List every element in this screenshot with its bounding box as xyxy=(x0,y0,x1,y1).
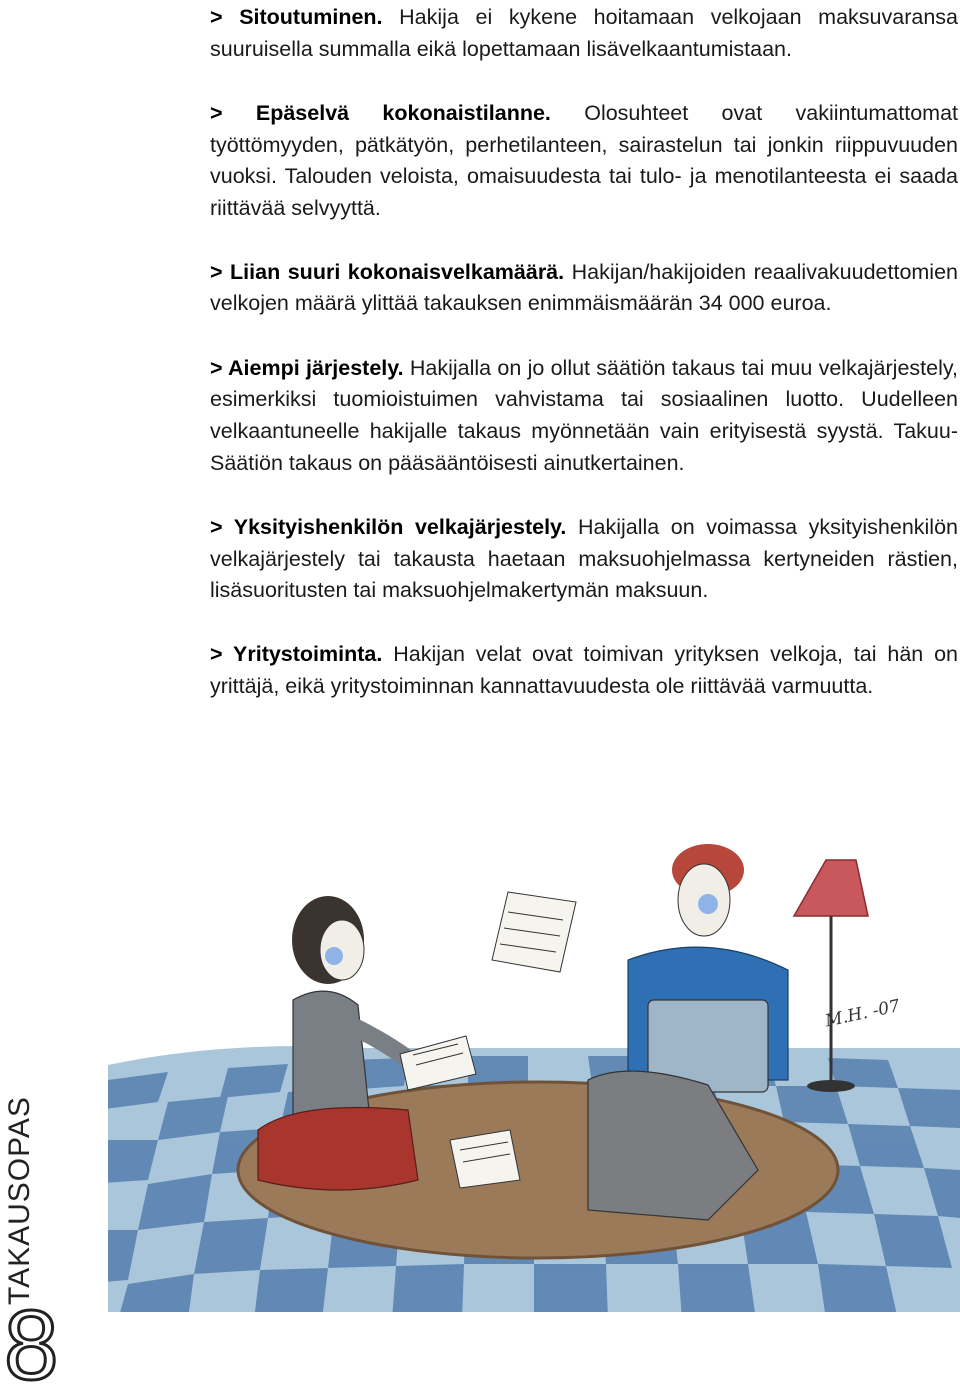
side-label: TAKAUSOPAS xyxy=(3,1096,36,1305)
paragraph-heading: > Yritystoiminta. xyxy=(210,641,383,666)
paragraph-heading: > Sitoutuminen. xyxy=(210,5,383,29)
right-person xyxy=(450,844,788,1220)
paragraph-yritystoiminta xyxy=(210,639,958,702)
paragraph-sitoutuminen xyxy=(210,2,958,65)
paragraph-body: Hakija ei kykene hoitamaan velkojaan maksuvaransa suuruisella summalla eikä lopettamaan lisävelkaantumistaan. xyxy=(210,5,958,61)
signature: M.H. -07 xyxy=(823,996,902,1032)
main-text xyxy=(210,0,958,702)
paragraph-yksityishenkilo xyxy=(210,512,958,607)
paragraph-epaselva xyxy=(210,98,958,224)
paragraph-heading: > Epäselvä kokonaistilanne. xyxy=(210,101,551,126)
paragraph-heading: > Aiempi järjestely. xyxy=(210,355,404,380)
paragraph-body: Hakijalla on voimassa yksityishenkilön velkajärjestely tai takausta haetaan maksuohjelmassa kertyneiden rästien, lisäsuoritusten tai maksuohjelmakertymän maksuun. xyxy=(210,515,958,603)
paragraph-liian-suuri xyxy=(210,257,958,320)
paragraph-heading: > Yksityishenkilön velkajärjestely. xyxy=(210,515,567,540)
page-number: 8 xyxy=(4,1290,59,1400)
paragraph-heading: > Liian suuri kokonaisvelkamäärä. xyxy=(210,259,565,284)
paragraph-body: Hakijalla on jo ollut säätiön takaus tai muu velkajärjestely, esimerkiksi tuomioistuimen vahvistama tai sosiaalinen luotto. Uudelleen velkaantuneelle hakijalle takaus myönnetään vain erityisestä syystä. Takuu-Säätiön takaus on pääsääntöisesti ainutkertainen. xyxy=(210,355,958,475)
illustration xyxy=(108,840,960,1312)
paragraph-body: Hakijan/hakijoiden reaalivakuudettomien velkojen määrä ylittää takauksen enimmäismäärän 34 000 euroa. xyxy=(210,259,958,316)
paragraph-body: Hakijan velat ovat toimivan yrityksen velkoja, tai hän on yrittäjä, eikä yritystoiminnan kannattavuudesta ole riittävää varmuutta. xyxy=(210,641,958,698)
paragraph-aiempi xyxy=(210,353,958,479)
paragraph-body: Olosuhteet ovat vakiintumattomat työttömyyden, pätkätyön, perhetilanteen, sairastelun tai jonkin riippuvuuden vuoksi. Talouden veloista, omaisuudesta tai tulo- ja menotilanteesta ei saada riittävää selvyyttä. xyxy=(210,101,958,220)
